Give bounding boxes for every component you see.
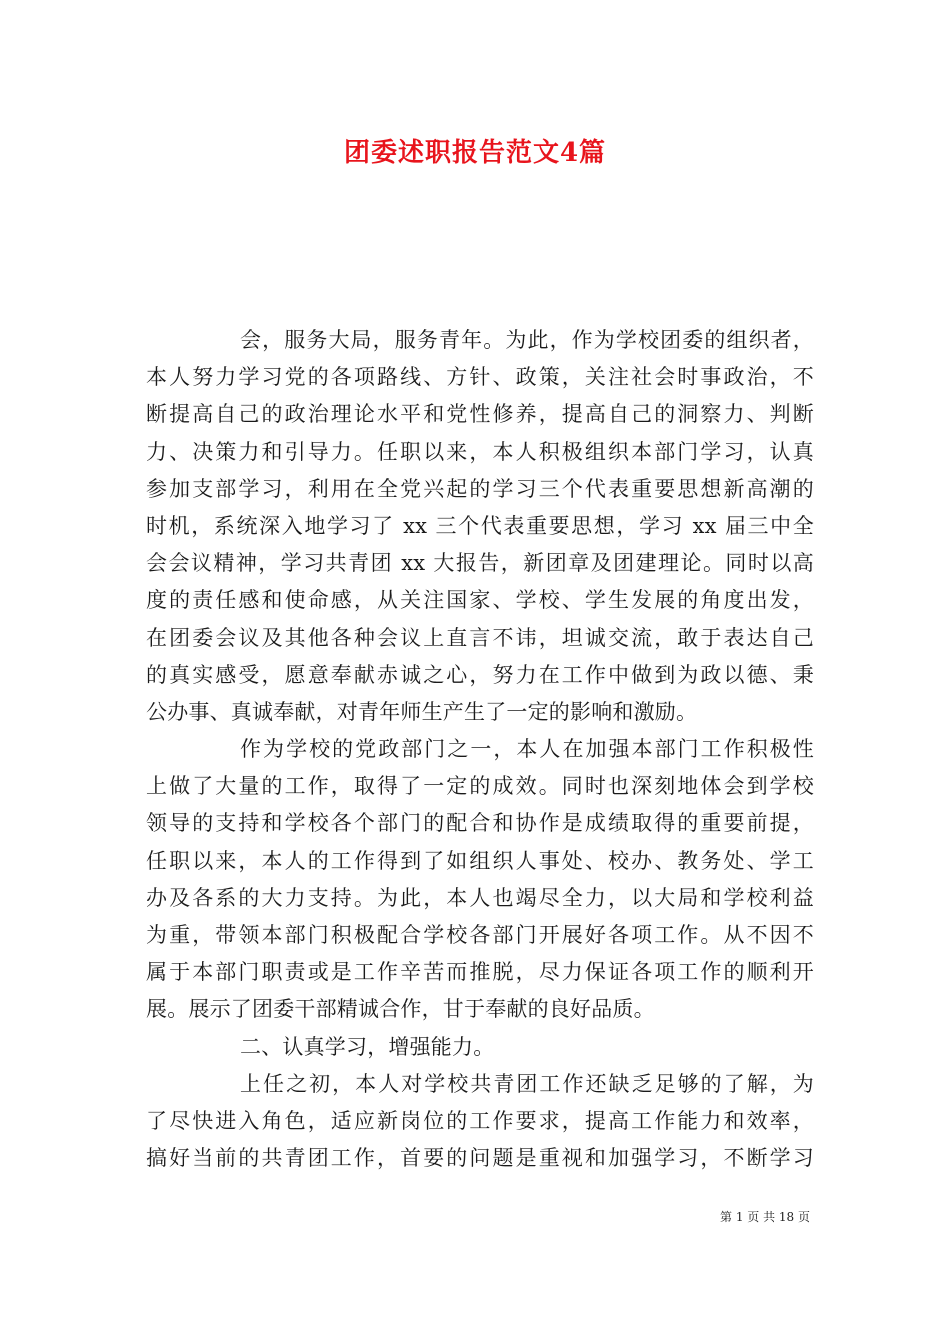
text-line: 在团委会议及其他各种会议上直言不讳，坦诚交流，敢于表达自己 — [146, 625, 814, 650]
text-line: 展。展示了团委干部精诚合作，甘于奉献的良好品质。 — [146, 997, 655, 1022]
text-line: 时机，系统深入地学习了 xx 三个代表重要思想，学习 xx 届三中全 — [146, 513, 814, 538]
text-line: 办及各系的大力支持。为此，本人也竭尽全力，以大局和学校利益 — [146, 885, 814, 910]
text-line: 上任之初，本人对学校共青团工作还缺乏足够的了解，为 — [240, 1071, 814, 1096]
text-line: 本人努力学习党的各项路线、方针、政策，关注社会时事政治，不 — [146, 365, 814, 390]
document-title: 团委述职报告范文4篇 — [343, 138, 607, 168]
text-line: 属于本部门职责或是工作辛苦而推脱，尽力保证各项工作的顺利开 — [146, 960, 814, 985]
document-body — [146, 322, 814, 1177]
text-line: 力、决策力和引导力。任职以来，本人积极组织本部门学习，认真 — [146, 439, 814, 464]
page-number: 第 1 页 共 18 页 — [720, 1210, 810, 1224]
text-line: 了尽快进入角色，适应新岗位的工作要求，提高工作能力和效率， — [146, 1108, 814, 1133]
text-line: 作为学校的党政部门之一，本人在加强本部门工作积极性 — [240, 737, 814, 762]
text-line: 会，服务大局，服务青年。为此，作为学校团委的组织者， — [240, 328, 814, 352]
text-line: 参加支部学习，利用在全党兴起的学习三个代表重要思想新高潮的 — [146, 476, 814, 501]
text-line: 二、认真学习，增强能力。 — [240, 1034, 495, 1059]
text-line: 的真实感受，愿意奉献赤诚之心，努力在工作中做到为政以德、秉 — [146, 662, 814, 687]
text-line: 为重，带领本部门积极配合学校各部门开展好各项工作。从不因不 — [146, 923, 814, 947]
text-line: 搞好当前的共青团工作，首要的问题是重视和加强学习，不断学习 — [146, 1146, 814, 1171]
text-line: 上做了大量的工作，取得了一定的成效。同时也深刻地体会到学校 — [146, 774, 814, 799]
text-line: 领导的支持和学校各个部门的配合和协作是成绩取得的重要前提， — [146, 811, 814, 836]
text-line: 断提高自己的政治理论水平和党性修养，提高自己的洞察力、判断 — [146, 402, 814, 427]
text-line: 度的责任感和使命感，从关注国家、学校、学生发展的角度出发， — [146, 588, 814, 613]
text-line: 任职以来，本人的工作得到了如组织人事处、校办、教务处、学工 — [146, 848, 814, 873]
text-line: 会会议精神，学习共青团 xx 大报告，新团章及团建理论。同时以高 — [146, 551, 814, 576]
text-line: 公办事、真诚奉献，对青年师生产生了一定的影响和激励。 — [146, 699, 698, 724]
